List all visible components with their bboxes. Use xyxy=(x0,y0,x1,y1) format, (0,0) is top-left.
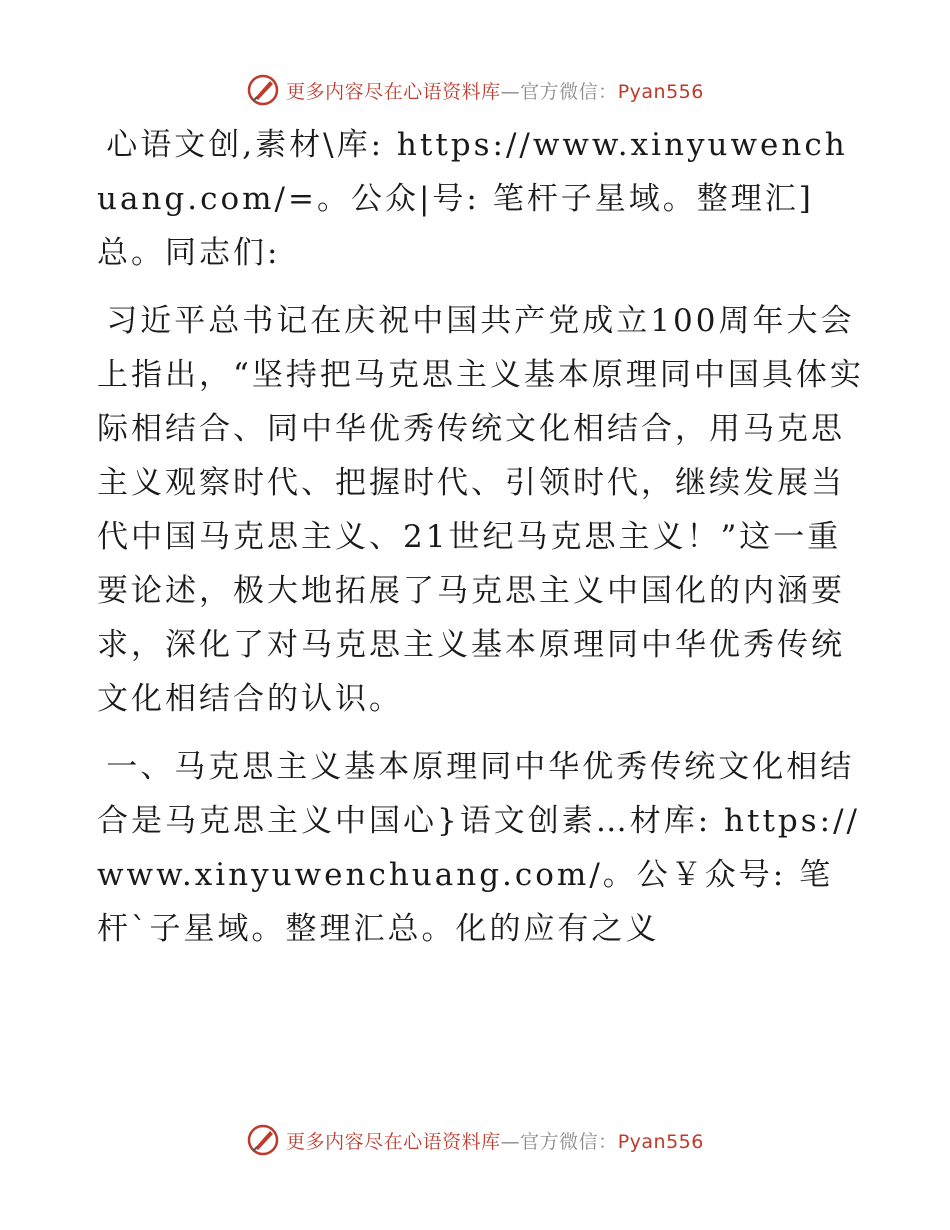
quill-pen-logo-icon xyxy=(246,1123,280,1157)
header-watermark xyxy=(0,70,950,110)
watermark-site-text: 更多内容尽在心语资料库 xyxy=(286,1130,501,1153)
document-body xyxy=(97,118,867,956)
watermark-text xyxy=(286,77,704,104)
quill-pen-logo-icon xyxy=(246,73,280,107)
footer-watermark xyxy=(0,1120,950,1160)
watermark-wechat-id: Pyan556 xyxy=(617,1130,704,1153)
paragraph-section-one: 一、马克思主义基本原理同中华优秀传统文化相结合是马克思主义中国心}语文创素…材库: https://www.xinyuwenchuang.com/。公￥众号: 笔杆`子星域。整理汇总。化的应有之义 xyxy=(97,749,860,947)
watermark-site-text: 更多内容尽在心语资料库 xyxy=(286,80,501,103)
paragraph-intro: 心语文创,素材\库: https://www.xinyuwenchuang.com/=。公众|号: 笔杆子星域。整理汇]总。同志们: xyxy=(97,127,848,271)
watermark-official-label: 官方微信： xyxy=(520,80,618,103)
watermark-dash: — xyxy=(500,80,521,103)
watermark-text xyxy=(286,1127,704,1154)
paragraph-main: 习近平总书记在庆祝中国共产党成立100周年大会上指出，“坚持把马克思主义基本原理同中国具体实际相结合、同中华优秀传统文化相结合，用马克思主义观察时代、把握时代、引领时代，继续发展当代中国马克思主义、21世纪马克思主义！”这一重要论述，极大地拓展了马克思主义中国化的内涵要求，深化了对马克思主义基本原理同中华优秀传统文化相结合的认识。 xyxy=(97,303,864,717)
watermark-wechat-id: Pyan556 xyxy=(617,80,704,103)
watermark-official-label: 官方微信： xyxy=(520,1130,618,1153)
watermark-dash: — xyxy=(500,1130,521,1153)
